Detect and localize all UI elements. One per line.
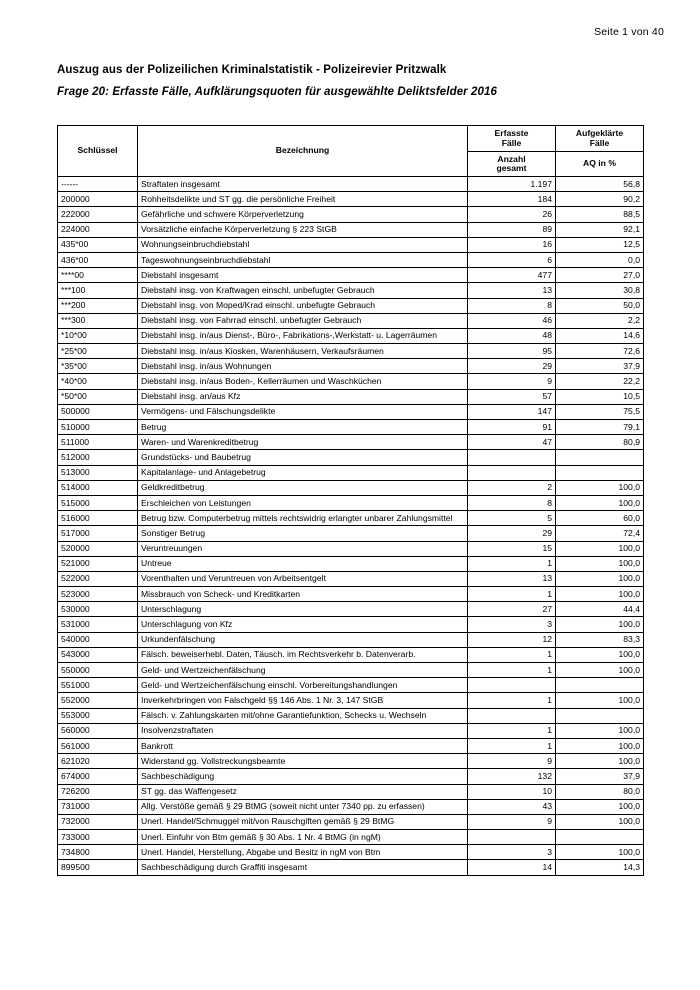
cell-key: 550000 [58,663,138,678]
cell-description: Diebstahl insg. in/aus Boden-, Kellerräumen und Waschküchen [138,374,468,389]
column-header-recorded-line1: Erfasste [494,128,529,139]
table-row [58,845,644,860]
cell-clearance-rate: 100,0 [556,495,644,510]
cell-key: 521000 [58,556,138,571]
cell-count [468,450,556,465]
cell-key: ***100 [58,283,138,298]
table-row [58,283,644,298]
cell-clearance-rate [556,450,644,465]
cell-clearance-rate: 30,8 [556,283,644,298]
cell-count: 1 [468,693,556,708]
cell-count: 1 [468,663,556,678]
cell-clearance-rate: 60,0 [556,511,644,526]
column-header-cleared-line1: Aufgeklärte [575,128,624,139]
cell-count: 1 [468,723,556,738]
cell-count: 9 [468,374,556,389]
table-row [58,268,644,283]
cell-count: 16 [468,237,556,252]
cell-key: *10*00 [58,328,138,343]
cell-key: 621020 [58,754,138,769]
cell-key: 517000 [58,526,138,541]
cell-count: 1 [468,587,556,602]
column-header-key: Schlüssel [58,126,138,177]
cell-key: *50*00 [58,389,138,404]
table-row [58,556,644,571]
cell-count: 14 [468,860,556,875]
table-row [58,754,644,769]
cell-key: 540000 [58,632,138,647]
table-row [58,404,644,419]
cell-count: 46 [468,313,556,328]
cell-count: 29 [468,359,556,374]
cell-key: 512000 [58,450,138,465]
cell-key: 500000 [58,404,138,419]
cell-key: 531000 [58,617,138,632]
cell-count: 9 [468,814,556,829]
cell-description: Geld- und Wertzeichenfälschung einschl. Vorbereitungshandlungen [138,678,468,693]
table-row [58,526,644,541]
column-header-recorded [468,126,556,152]
table-header [58,126,644,177]
cell-count: 3 [468,617,556,632]
cell-key: ****00 [58,268,138,283]
column-subheader-count-line1: Anzahl [497,153,526,164]
cell-count: 29 [468,526,556,541]
cell-count: 10 [468,784,556,799]
cell-key: *25*00 [58,344,138,359]
table-row [58,192,644,207]
cell-description: Allg. Verstöße gemäß § 29 BtMG (soweit nicht unter 7340 pp. zu erfassen) [138,799,468,814]
cell-key: 516000 [58,511,138,526]
table-row [58,511,644,526]
table-row [58,495,644,510]
table-row [58,769,644,784]
table-row [58,830,644,845]
table-row [58,465,644,480]
cell-key: 436*00 [58,252,138,267]
cell-clearance-rate: 92,1 [556,222,644,237]
cell-clearance-rate: 44,4 [556,602,644,617]
cell-key: ------ [58,177,138,192]
cell-description: Gefährliche und schwere Körperverletzung [138,207,468,222]
table-row [58,738,644,753]
cell-clearance-rate: 83,3 [556,632,644,647]
cell-clearance-rate: 37,9 [556,769,644,784]
cell-clearance-rate: 80,0 [556,784,644,799]
cell-clearance-rate: 12,5 [556,237,644,252]
cell-description: Inverkehrbringen von Falschgeld §§ 146 Abs. 1 Nr. 3, 147 StGB [138,693,468,708]
cell-description: Sachbeschädigung durch Graffiti insgesamt [138,860,468,875]
cell-count: 5 [468,511,556,526]
cell-description: Unterschlagung [138,602,468,617]
table-row [58,359,644,374]
table-row [58,723,644,738]
cell-clearance-rate: 100,0 [556,799,644,814]
table-row [58,252,644,267]
cell-count: 2 [468,480,556,495]
cell-clearance-rate: 90,2 [556,192,644,207]
cell-clearance-rate: 100,0 [556,587,644,602]
cell-count: 184 [468,192,556,207]
column-subheader-count [468,152,556,177]
cell-description: Kapitalanlage- und Anlagebetrug [138,465,468,480]
cell-key: 674000 [58,769,138,784]
table-row [58,602,644,617]
cell-key: 561000 [58,738,138,753]
table-row [58,420,644,435]
cell-count: 477 [468,268,556,283]
cell-description: Diebstahl insg. von Fahrrad einschl. unbefugter Gebrauch [138,313,468,328]
table-row [58,222,644,237]
cell-description: Fälsch. beweiserhebl. Daten, Täusch. im Rechtsverkehr b. Datenverarb. [138,647,468,662]
table-row [58,647,644,662]
cell-description: Sachbeschädigung [138,769,468,784]
cell-clearance-rate: 2,2 [556,313,644,328]
cell-count: 8 [468,298,556,313]
cell-key: 543000 [58,647,138,662]
cell-key: ***200 [58,298,138,313]
cell-count: 13 [468,571,556,586]
cell-key: *40*00 [58,374,138,389]
cell-count [468,708,556,723]
column-subheader-count-line2: gesamt [496,163,527,173]
cell-count: 12 [468,632,556,647]
cell-clearance-rate: 14,6 [556,328,644,343]
cell-clearance-rate: 100,0 [556,647,644,662]
cell-clearance-rate: 50,0 [556,298,644,313]
cell-key: *35*00 [58,359,138,374]
cell-description: Vorenthalten und Veruntreuen von Arbeitsentgelt [138,571,468,586]
table-row [58,663,644,678]
cell-description: Diebstahl insgesamt [138,268,468,283]
cell-description: Fälsch. v. Zahlungskarten mit/ohne Garantiefunktion, Schecks u. Wechseln [138,708,468,723]
cell-clearance-rate: 100,0 [556,480,644,495]
cell-key: 726200 [58,784,138,799]
cell-clearance-rate: 100,0 [556,617,644,632]
cell-count [468,465,556,480]
table-row [58,632,644,647]
cell-key: ***300 [58,313,138,328]
cell-clearance-rate: 100,0 [556,693,644,708]
cell-key: 511000 [58,435,138,450]
cell-count: 1 [468,738,556,753]
page-title: Auszug aus der Polizeilichen Kriminalstatistik - Polizeirevier Pritzwalk [57,64,447,76]
column-header-cleared-line2: Fälle [589,137,610,148]
cell-count: 48 [468,328,556,343]
cell-key: 200000 [58,192,138,207]
column-subheader-aq: AQ in % [556,152,644,177]
cell-clearance-rate: 100,0 [556,663,644,678]
page-subtitle: Frage 20: Erfasste Fälle, Aufklärungsquoten für ausgewählte Deliktsfelder 2016 [57,86,498,98]
cell-description: Untreue [138,556,468,571]
cell-clearance-rate: 80,9 [556,435,644,450]
cell-count: 89 [468,222,556,237]
cell-description: Straftaten insgesamt [138,177,468,192]
cell-clearance-rate: 27,0 [556,268,644,283]
cell-count: 27 [468,602,556,617]
cell-clearance-rate: 56,8 [556,177,644,192]
page-indicator: Seite 1 von 40 [594,26,664,38]
cell-description: Vorsätzliche einfache Körperverletzung § 223 StGB [138,222,468,237]
cell-description: Wohnungseinbruchdiebstahl [138,237,468,252]
cell-key: 522000 [58,571,138,586]
table-row [58,389,644,404]
cell-clearance-rate: 100,0 [556,723,644,738]
cell-key: 514000 [58,480,138,495]
cell-clearance-rate: 37,9 [556,359,644,374]
cell-count: 15 [468,541,556,556]
cell-description: Rohheitsdelikte und ST gg. die persönliche Freiheit [138,192,468,207]
table-row [58,571,644,586]
table-row [58,344,644,359]
cell-description: Unerl. Handel/Schmuggel mit/von Rauschgiften gemäß § 29 BtMG [138,814,468,829]
cell-clearance-rate: 79,1 [556,420,644,435]
cell-description: Geld- und Wertzeichenfälschung [138,663,468,678]
cell-description: Diebstahl insg. in/aus Wohnungen [138,359,468,374]
cell-count: 1 [468,556,556,571]
cell-description: Missbrauch von Scheck- und Kreditkarten [138,587,468,602]
table-row [58,860,644,875]
cell-count: 91 [468,420,556,435]
cell-description: Diebstahl insg. in/aus Kiosken, Warenhäusern, Verkaufsräumen [138,344,468,359]
table-row [58,313,644,328]
cell-description: Betrug [138,420,468,435]
cell-clearance-rate: 75,5 [556,404,644,419]
column-header-cleared [556,126,644,152]
cell-clearance-rate: 100,0 [556,556,644,571]
statistics-table [57,125,644,876]
cell-count: 1 [468,647,556,662]
cell-key: 552000 [58,693,138,708]
cell-description: Diebstahl insg. von Kraftwagen einschl. unbefugter Gebrauch [138,283,468,298]
cell-description: Bankrott [138,738,468,753]
cell-clearance-rate: 100,0 [556,754,644,769]
table-row [58,435,644,450]
cell-description: Urkundenfälschung [138,632,468,647]
cell-clearance-rate [556,830,644,845]
cell-count [468,830,556,845]
cell-clearance-rate: 100,0 [556,571,644,586]
cell-description: Diebstahl insg. in/aus Dienst-, Büro-, Fabrikations-,Werkstatt- u. Lagerräumen [138,328,468,343]
cell-description: Grundstücks- und Baubetrug [138,450,468,465]
cell-key: 733000 [58,830,138,845]
cell-clearance-rate [556,708,644,723]
cell-count: 6 [468,252,556,267]
cell-description: Sonstiger Betrug [138,526,468,541]
cell-key: 222000 [58,207,138,222]
cell-key: 551000 [58,678,138,693]
table-row [58,708,644,723]
column-header-description: Bezeichnung [138,126,468,177]
cell-clearance-rate: 10,5 [556,389,644,404]
cell-key: 731000 [58,799,138,814]
cell-count: 47 [468,435,556,450]
cell-description: Betrug bzw. Computerbetrug mittels rechtswidrig erlangter unbarer Zahlungsmittel [138,511,468,526]
cell-count [468,678,556,693]
cell-count: 132 [468,769,556,784]
cell-count: 1.197 [468,177,556,192]
cell-key: 435*00 [58,237,138,252]
cell-clearance-rate [556,465,644,480]
table-row [58,541,644,556]
table-body [58,177,644,876]
table-row [58,480,644,495]
cell-description: Veruntreuungen [138,541,468,556]
cell-description: Unterschlagung von Kfz [138,617,468,632]
cell-description: Unerl. Handel, Herstellung, Abgabe und Besitz in ngM von Btm [138,845,468,860]
cell-clearance-rate: 14,3 [556,860,644,875]
cell-clearance-rate: 72,6 [556,344,644,359]
cell-count: 43 [468,799,556,814]
table-row [58,784,644,799]
cell-description: ST gg. das Waffengesetz [138,784,468,799]
cell-description: Insolvenzstraftaten [138,723,468,738]
cell-count: 13 [468,283,556,298]
table-row [58,298,644,313]
table-row [58,328,644,343]
cell-key: 732000 [58,814,138,829]
cell-clearance-rate: 0,0 [556,252,644,267]
cell-description: Tageswohnungseinbruchdiebstahl [138,252,468,267]
table-row [58,374,644,389]
cell-clearance-rate: 72,4 [556,526,644,541]
table-row [58,587,644,602]
cell-description: Geldkreditbetrug [138,480,468,495]
table-row [58,450,644,465]
cell-key: 224000 [58,222,138,237]
cell-count: 26 [468,207,556,222]
cell-count: 147 [468,404,556,419]
cell-description: Diebstahl insg. an/aus Kfz [138,389,468,404]
table-row [58,237,644,252]
table-row [58,799,644,814]
cell-count: 57 [468,389,556,404]
cell-clearance-rate: 22,2 [556,374,644,389]
cell-count: 95 [468,344,556,359]
cell-key: 513000 [58,465,138,480]
document-headings [57,64,660,98]
cell-key: 734800 [58,845,138,860]
cell-key: 515000 [58,495,138,510]
cell-key: 899500 [58,860,138,875]
cell-description: Vermögens- und Fälschungsdelikte [138,404,468,419]
cell-key: 553000 [58,708,138,723]
cell-key: 523000 [58,587,138,602]
cell-key: 530000 [58,602,138,617]
cell-description: Widerstand gg. Vollstreckungsbeamte [138,754,468,769]
table-row [58,814,644,829]
cell-clearance-rate [556,678,644,693]
table-row [58,693,644,708]
cell-description: Diebstahl insg. von Moped/Krad einschl. unbefugte Gebrauch [138,298,468,313]
table-row [58,678,644,693]
cell-clearance-rate: 100,0 [556,541,644,556]
cell-count: 9 [468,754,556,769]
cell-key: 560000 [58,723,138,738]
cell-description: Waren- und Warenkreditbetrug [138,435,468,450]
cell-clearance-rate: 100,0 [556,738,644,753]
cell-description: Erschleichen von Leistungen [138,495,468,510]
cell-count: 8 [468,495,556,510]
table-row [58,177,644,192]
table-row [58,207,644,222]
cell-description: Unerl. Einfuhr von Btm gemäß § 30 Abs. 1 Nr. 4 BtMG (in ngM) [138,830,468,845]
cell-clearance-rate: 88,5 [556,207,644,222]
cell-key: 520000 [58,541,138,556]
cell-clearance-rate: 100,0 [556,845,644,860]
cell-key: 510000 [58,420,138,435]
cell-clearance-rate: 100,0 [556,814,644,829]
table-row [58,617,644,632]
column-header-recorded-line2: Fälle [501,137,522,148]
cell-count: 3 [468,845,556,860]
